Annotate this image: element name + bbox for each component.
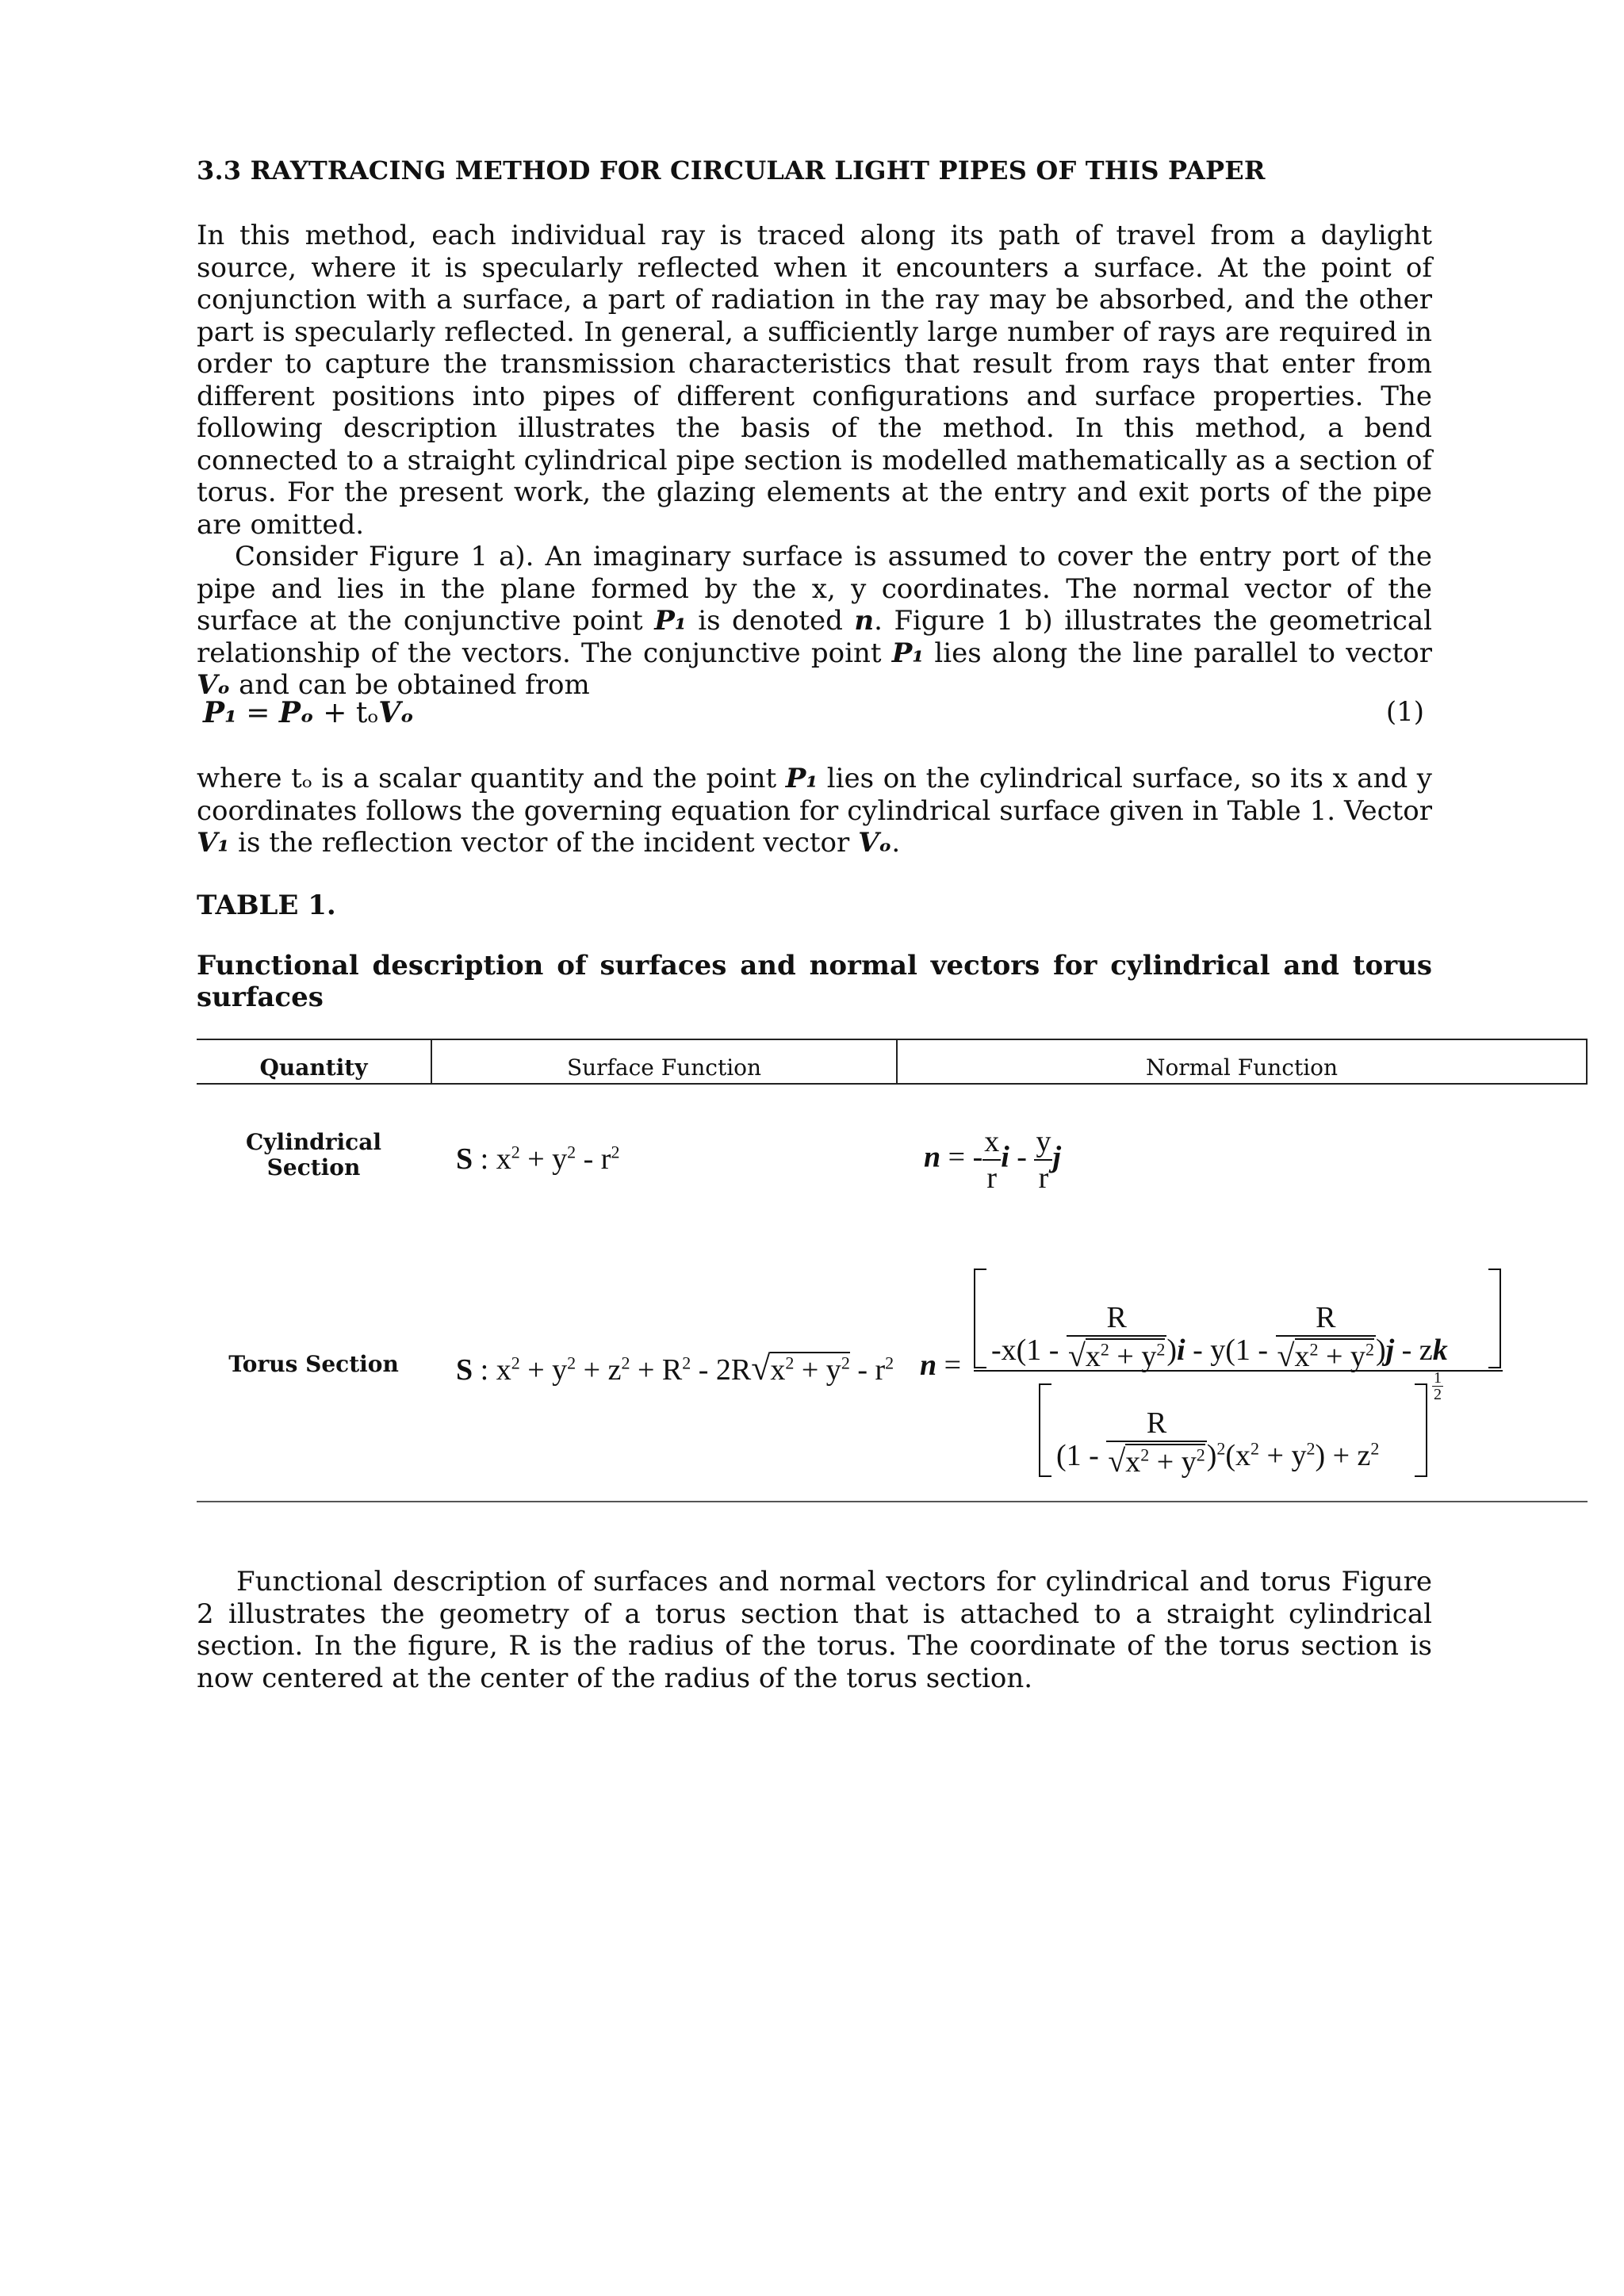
p1-symbol: P₁ (654, 605, 687, 637)
section-heading: 3.3 RAYTRACING METHOD FOR CIRCULAR LIGHT PIPES OF THIS PAPER (197, 155, 1266, 186)
vo-symbol: Vₒ (197, 669, 231, 701)
p1-symbol: P₁ (891, 637, 925, 669)
row-label-cylindrical (197, 1130, 431, 1181)
torus-normal-fraction-bar (974, 1370, 1503, 1372)
torus-surface-function: S : $x^2 + y^2 + z^2 + R^2 - 2R√x^2 + y^2 - r^2$ (456, 1349, 894, 1387)
p1-symbol: P₁ (785, 763, 818, 794)
numerator-expression: -x(1 - $\frac{R}{√x^2 + y^2}$ )i - y(1 - $\frac{R}{√x^2 + y^2}$ )j - zk (991, 1301, 1448, 1373)
paragraph-1 (197, 220, 1432, 702)
row-label-torus: Torus Section (228, 1351, 399, 1377)
table-label: TABLE 1. (197, 890, 336, 921)
paragraph-4: Functional description of surfaces and normal vectors for cylindrical and torus Figure 2 illustrates the geometry of a torus section that is attached to a straight cylindrical section. In the figure, R is the radius of the torus. The coordinate of the torus section is now centered at the center of the radius of the torus section. (197, 1566, 1432, 1694)
paragraph-3-part1: where tₒ is a scalar quantity and the point (197, 763, 786, 794)
equation-number: (1) (1385, 696, 1424, 728)
paragraph-2-part5: and can be obtained from (230, 669, 590, 701)
right-bracket (1415, 1383, 1427, 1477)
paragraph-3-part3: is the reflection vector of the incident vector (229, 827, 859, 859)
right-bracket (1488, 1269, 1501, 1368)
paragraph-3-part4: . (891, 827, 901, 859)
eq-v0: Vₒ (378, 696, 414, 729)
left-bracket (974, 1269, 986, 1368)
half-exponent: 1 2 (1434, 1369, 1442, 1403)
torus-normal-denominator (1039, 1383, 1427, 1477)
eq-equals: = (236, 697, 279, 729)
paragraph-2-part2: is denoted (686, 605, 855, 637)
row-label-line: Cylindrical (246, 1129, 381, 1155)
paragraph-2-part4: lies along the line parallel to vector (924, 637, 1432, 669)
left-bracket (1039, 1383, 1051, 1477)
header-normal-function: Normal Function (1145, 1054, 1339, 1081)
paragraph-2-part1: Consider Figure 1 a). An imaginary surface is assumed to cover the entry port of the pipe and lies in the plane formed by the x, y coordinates. The normal vector of the surface at the conjunctive point (197, 541, 1432, 637)
n-symbol: n (854, 605, 875, 637)
eq-p0: Pₒ (278, 696, 314, 729)
torus-normal-n-equals: n = (920, 1349, 962, 1382)
header-surface-function: Surface Function (566, 1054, 762, 1081)
row-label-line: Section (266, 1154, 361, 1181)
cylinder-normal-function: n = - $\frac{x}{r}$ i - $\frac{y}{r}$ j (924, 1125, 1062, 1195)
torus-normal-numerator (974, 1269, 1501, 1373)
paragraph-3-part2: lies on the cylindrical surface, so its x and y coordinates follows the governing equation for cylindrical surface given in Table 1. Vector (197, 763, 1432, 827)
denominator-expression: (1 - $\frac{R}{√x^2 + y^2}$ )$^2(x^2 + y^2) + z^2$ (1056, 1406, 1380, 1479)
paragraph-3 (197, 763, 1432, 859)
vo-symbol: Vₒ (858, 827, 892, 859)
eq-plus-t0: + tₒ (313, 697, 379, 729)
table-divider (1586, 1039, 1588, 1083)
eq-lhs: P₁ (203, 696, 237, 729)
paragraph-2-part3: . Figure 1 b) illustrates the geometrical relationship of the vectors. The conjunctive point (197, 605, 1433, 669)
header-quantity: Quantity (259, 1054, 368, 1081)
paragraph-1-text: In this method, each individual ray is traced along its path of travel from a daylight source, where it is specularly reflected when it encounters a surface. At the point of conjunction with a surface, a part of radiation in the ray may be absorbed, and the other part is specularly reflected. In general, a sufficiently large number of rays are required in order to capture the transmission characteristics that result from rays that enter from different positions into pipes of different configurations and surface properties. The following description illustrates the basis of the method. In this method, a bend connected to a straight cylindrical pipe section is modelled mathematically as a section of torus. For the present work, the glazing elements at the entry and exit ports of the pipe are omitted. (197, 220, 1432, 541)
equation-1 (203, 696, 1424, 729)
table-caption: Functional description of surfaces and normal vectors for cylindrical and torus surfaces (197, 950, 1432, 1013)
table-bottom-rule (197, 1501, 1588, 1502)
cylinder-surface-function: S : $x^2 + y^2 - r^2$ (456, 1142, 620, 1176)
v1-symbol: V₁ (197, 827, 230, 859)
